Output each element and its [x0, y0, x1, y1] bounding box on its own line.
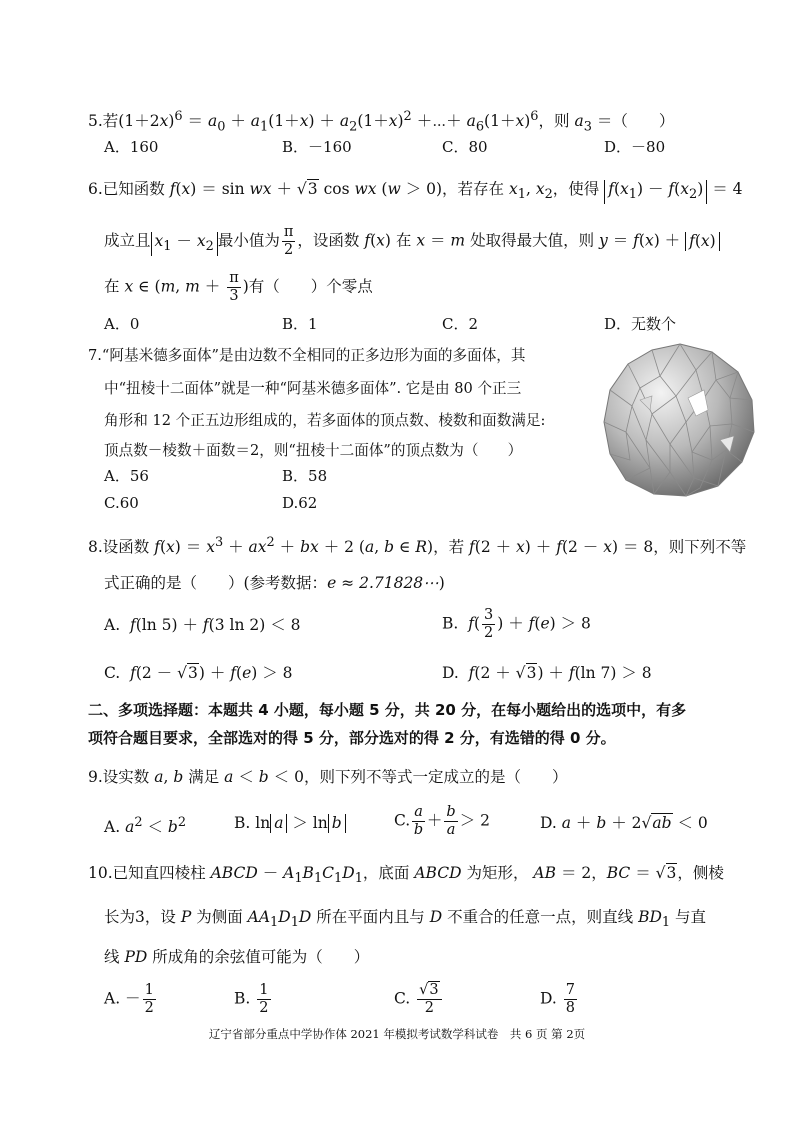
- q5-option-b: B．－160: [282, 138, 352, 156]
- q9-option-a: A. $a^2 < b^2$: [104, 815, 187, 837]
- q8-option-a: A. f(ln 5) ＋ f(3 ln 2) ＜ 8: [104, 616, 301, 634]
- q7-line1: 7.“阿基米德多面体”是由边数不全相同的正多边形为面的多面体，其: [88, 347, 526, 364]
- q5-option-c: C．80: [442, 138, 488, 156]
- q7-option-a: A．56: [104, 467, 149, 485]
- q10-option-b: B. $\frac{1}{2}$: [234, 982, 269, 1016]
- q8-stem-line1: 8.设函数 $f(x) = x^3 + ax^2$ ＋ bx ＋ 2 (a, b ∈ R)，若 f(2 ＋ x) ＋ f(2 － x) ＝ 8，则下列不等: [88, 535, 747, 557]
- q5-prefix: 5.若: [88, 112, 119, 131]
- q5-option-a: A．160: [104, 138, 159, 156]
- q5-option-d: D．－80: [604, 138, 666, 156]
- q10-stem-line3: 线 PD 所成角的余弦值可能为（ ）: [104, 948, 370, 966]
- q5-stem: 5.若$(1+2x)^6 = a_0 + a_1(1+x) + a_2(1+x)^2$ ＋⋯＋ $a_6(1+x)^6$，则 $a_3$ ＝（ ）: [88, 109, 675, 135]
- q7-option-c: C.60: [104, 494, 139, 512]
- q10-option-a: A. － $\frac{1}{2}$: [104, 982, 154, 1016]
- q7-option-d: D.62: [282, 494, 318, 512]
- page-footer: 辽宁省部分重点中学协作体 2021 年模拟考试数学科试卷 共 6 页 第 2页: [208, 1027, 586, 1041]
- q6-option-b: B．1: [282, 315, 318, 333]
- q10-option-c: C. $\frac{√3}{2}$: [394, 982, 444, 1017]
- section2-heading-line1: 二、多项选择题：本题共 4 小题，每小题 5 分，共 20 分，在每小题给出的选项中，有多: [88, 701, 687, 719]
- q7-option-b: B．58: [282, 467, 328, 485]
- q6-option-d: D．无数个: [604, 315, 677, 333]
- q7-line3: 角形和 12 个正五边形组成的，若多面体的顶点数、棱数和面数满足:: [104, 412, 546, 429]
- q6-stem-line1: 6.已知函数 f(x) ＝ sin wx ＋ √3 cos wx (w ＞ 0)，若存在 $x_1$, $x_2$，使得 $f(x_1) - f(x_2) = 4$: [88, 180, 743, 203]
- q9-option-c: C. $\frac{a}{b}$ ＋ $\frac{b}{a}$ ＞ 2: [394, 804, 490, 838]
- q6-option-c: C．2: [442, 315, 479, 333]
- q6-stem-line2: 成立且 $x_1 - x_2$ 最小值为 $\frac{\pi}{2}$ ，设函数 f(x) 在 x ＝ m 处取得最大值，则 y ＝ f(x) ＋ f(x): [104, 224, 720, 259]
- snub-dodecahedron-figure: [600, 340, 760, 500]
- q10-option-d: D. $\frac{7}{8}$: [540, 982, 575, 1016]
- q6-stem-line3: 在 x ∈ (m, m ＋ $\frac{\pi}{3}$ )有（ ）个零点: [104, 270, 373, 304]
- q8-stem-line2: 式正确的是（ ）(参考数据：e ≈ 2.71828⋯): [104, 574, 445, 592]
- q10-stem-line2: 长为3，设 P 为侧面 $AA_1D_1D$ 所在平面内且与 D 不重合的任意一点，则直线 $BD_1$ 与直: [104, 908, 707, 931]
- q9-option-b: B. ln a ＞ ln b: [234, 812, 346, 834]
- q8-option-c: C. f(2 － √3) ＋ f(e) ＞ 8: [104, 664, 293, 682]
- q8-option-d: D. f(2 ＋ √3) ＋ f(ln 7) ＞ 8: [442, 664, 652, 682]
- q6-option-a: A．0: [104, 315, 140, 333]
- q9-option-d: D. a ＋ b ＋ 2√ab ＜ 0: [540, 814, 708, 832]
- section2-heading-line2: 项符合题目要求，全部选对的得 5 分，部分选对的得 2 分，有选错的得 0 分。: [88, 729, 616, 747]
- q7-line2: 中“扭棱十二面体”就是一种“阿基米德多面体”. 它是由 80 个正三: [104, 380, 522, 397]
- q10-stem-line1: 10.已知直四棱柱 ABCD － $A_1B_1C_1D_1$，底面 ABCD 为矩形， AB ＝ 2，BC ＝ √3，侧棱: [88, 864, 724, 887]
- q7-line4: 顶点数－棱数＋面数＝2，则“扭棱十二面体”的顶点数为（ ）: [104, 442, 523, 459]
- q9-stem: 9.设实数 a, b 满足 a ＜ b ＜ 0，则下列不等式一定成立的是（ ）: [88, 768, 568, 786]
- q8-option-b: B. f( $\frac{3}{2}$ ) ＋ f(e) ＞ 8: [442, 607, 591, 641]
